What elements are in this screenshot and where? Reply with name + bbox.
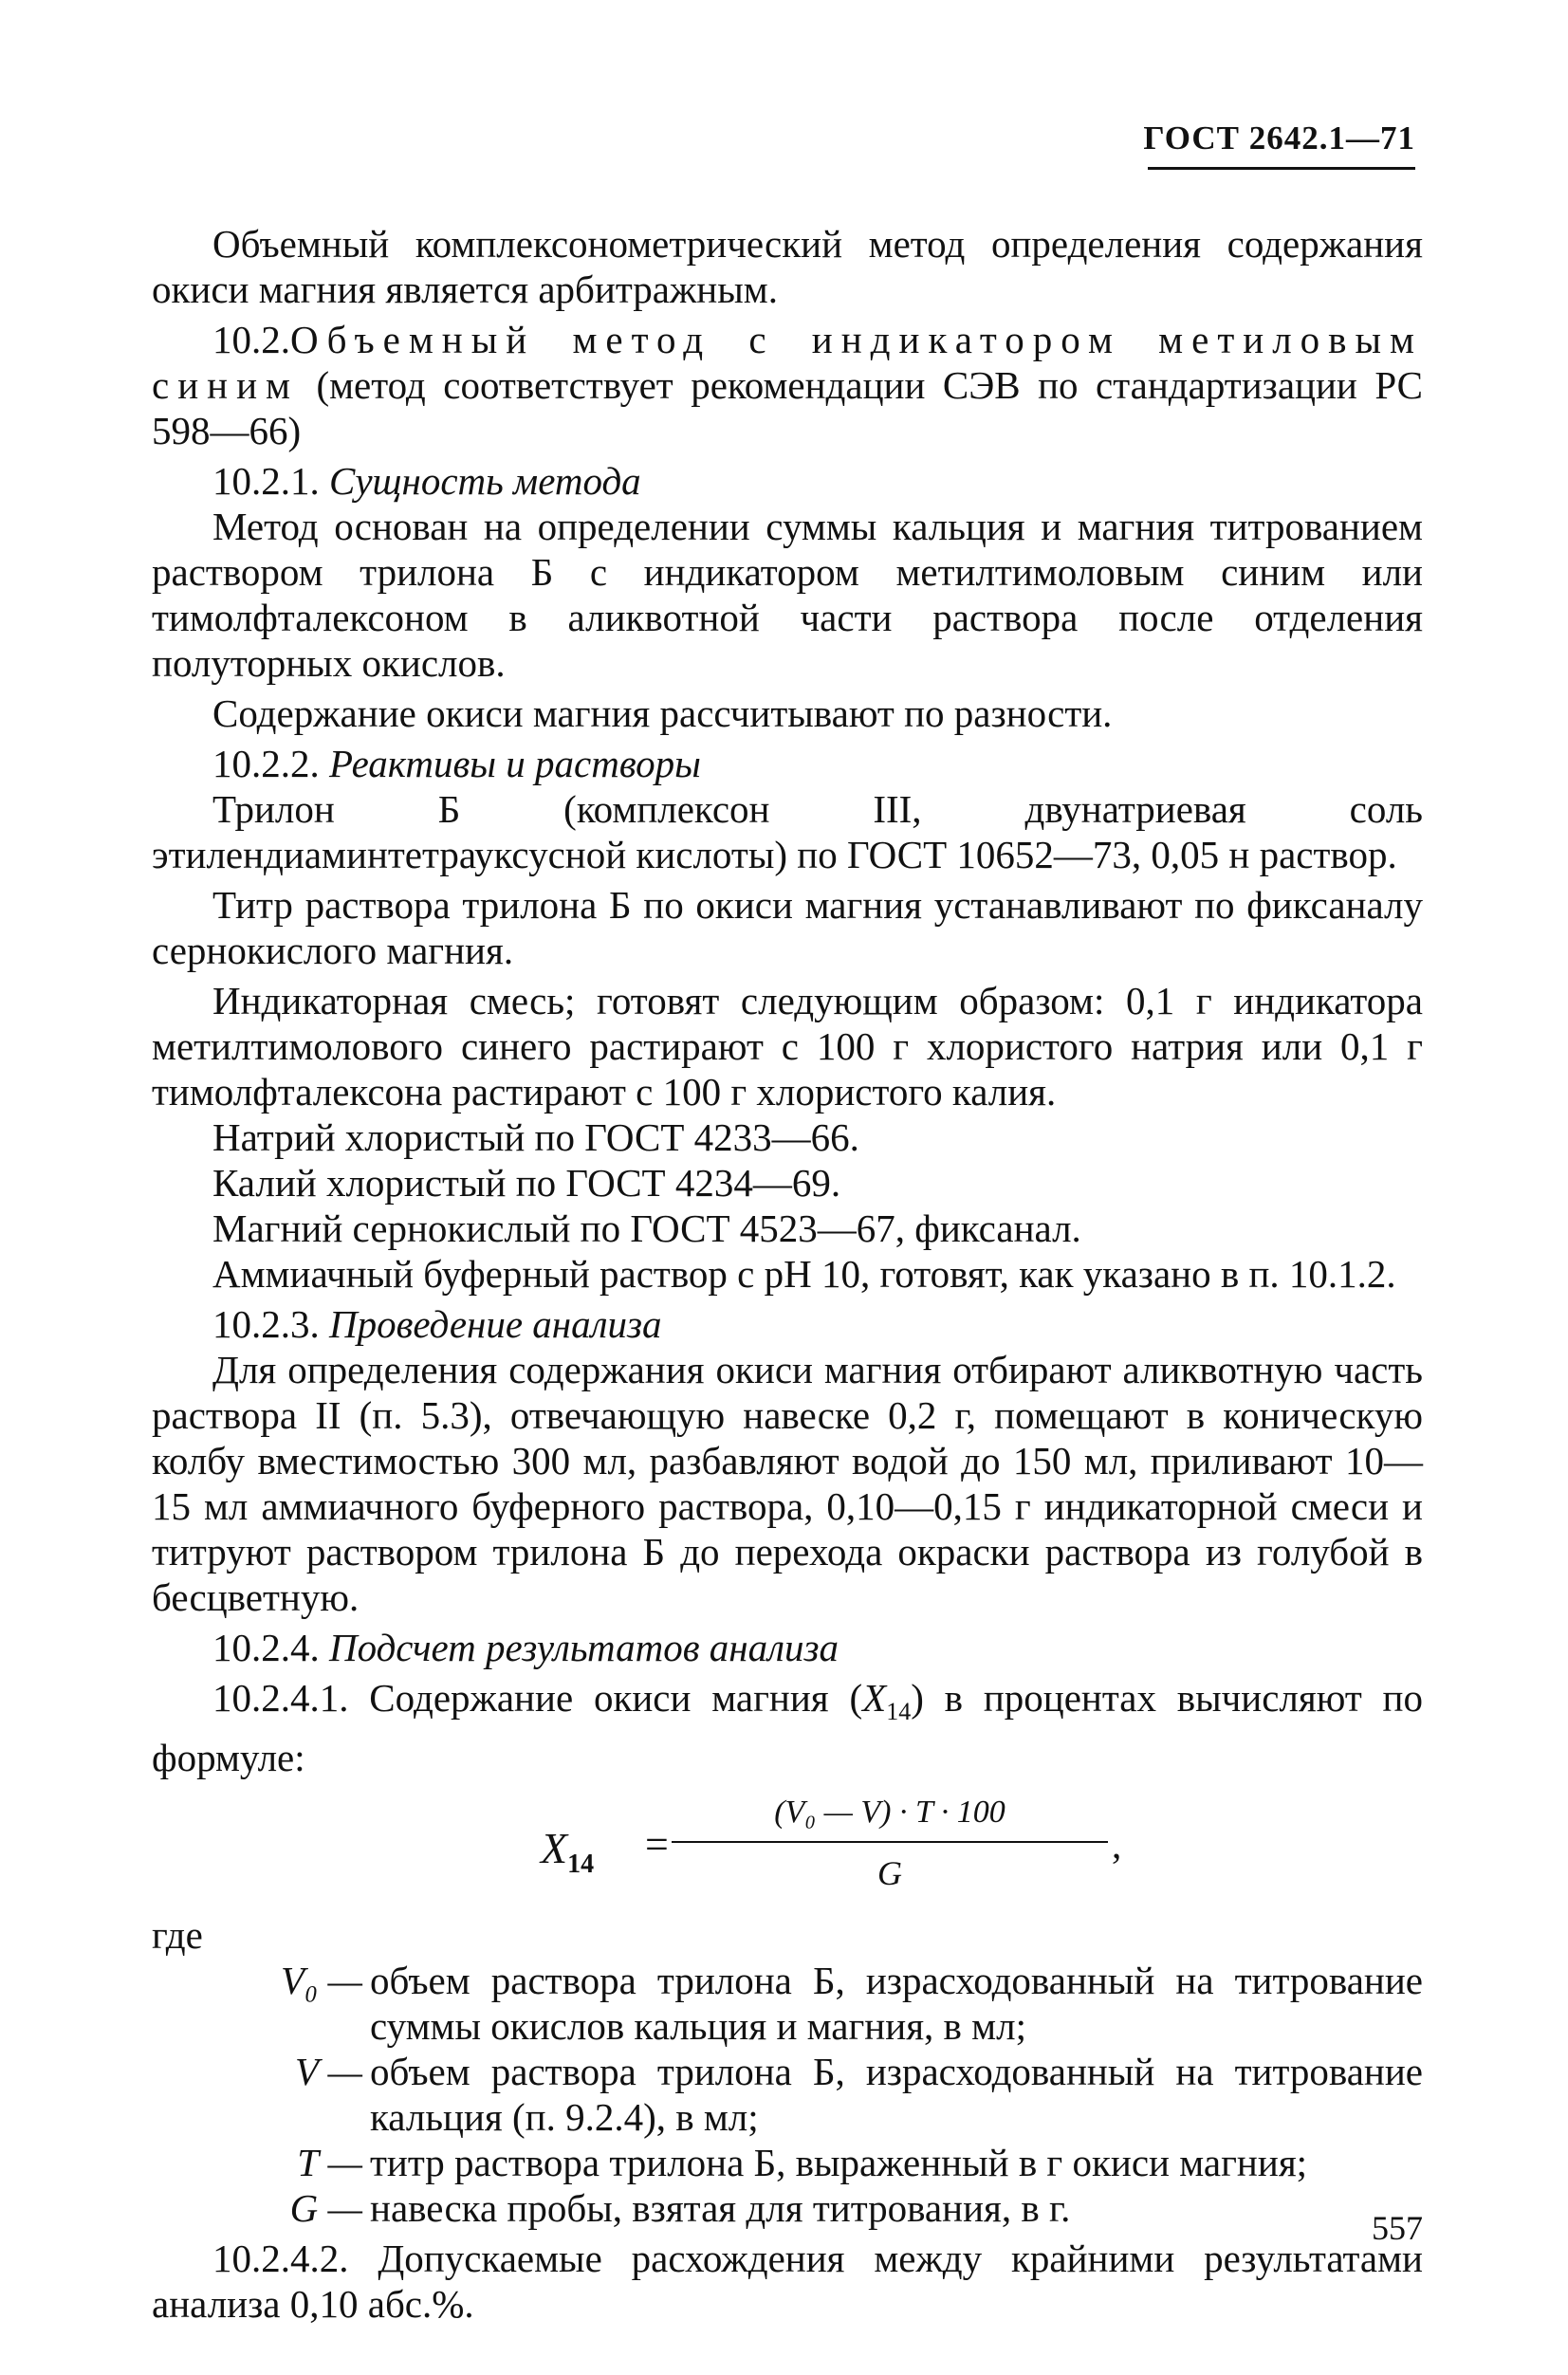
formula-denominator: G <box>877 1854 902 1893</box>
paragraph-titre: Титр раствора трилона Б по окиси магния устанавливают по фиксаналу сернокислого магния. <box>152 883 1423 972</box>
legend-item <box>152 2185 1423 2231</box>
paragraph-mgso4: Магний сернокислый по ГОСТ 4523—67, фиксанал. <box>212 1206 1081 1250</box>
heading-title: Проведение анализа <box>329 1302 662 1346</box>
section-number: 10.2. <box>212 318 290 361</box>
section-10-2 <box>152 317 1423 453</box>
legend-text: объем раствора трилона Б, израсходованный на титрование суммы окислов кальция и магния, в мл; <box>370 1959 1423 2049</box>
formula-numerator: (V₀ — V) · T · 100 <box>774 1795 1005 1831</box>
variable-legend <box>152 1958 1423 2231</box>
heading-10-2-4 <box>152 1625 1423 1670</box>
paragraph-indicator: Индикаторная смесь; готовят следующим образом: 0,1 г индикатора метилтимолового синего растирают с 100 г хлористого натрия или 0,1 г тимолфталексона растирают с 100 г хлористого калия. <box>152 979 1423 1114</box>
legend-item <box>152 1958 1423 2049</box>
paragraph-method: Метод основан на определении суммы кальция и магния титрованием раствором трилона Б с индикатором метилтимоловым синим или тимолфталексоном в аликвотной части раствора после отделения полуторных окислов. <box>152 505 1423 685</box>
section-note: (метод соответствует рекомендации СЭВ по стандартизации РС 598—66) <box>152 363 1423 452</box>
legend-symbol: V₀ — <box>280 1959 362 2003</box>
page-header <box>152 112 1423 169</box>
heading-number: 10.2.1. <box>212 459 329 503</box>
heading-number: 10.2.3. <box>212 1302 329 1346</box>
calc-symbol: X <box>862 1676 887 1720</box>
paragraph-intro: Объемный комплексонометрический метод определения содержания окиси магния является арбитражным. <box>152 222 1423 311</box>
paragraph-kcl: Калий хлористый по ГОСТ 4234—69. <box>212 1161 841 1205</box>
legend-text: навеска пробы, взятая для титрования, в г. <box>370 2186 1071 2231</box>
legend-item <box>152 2140 1423 2185</box>
header-rule <box>1148 167 1415 170</box>
formula-lhs-symbol: X <box>541 1824 568 1873</box>
formula-equals: = <box>645 1821 669 1869</box>
heading-title: Подсчет результатов анализа <box>329 1626 839 1669</box>
heading-10-2-3 <box>152 1301 1423 1347</box>
heading-number: 10.2.4. <box>212 1626 329 1669</box>
formula-comma: , <box>1112 1823 1122 1868</box>
paragraph-procedure: Для определения содержания окиси магния отбирают аликвотную часть раствора II (п. 5.3), отвечающую навеске 0,2 г, помещают в коническую колбу вместимостью 300 мл, разбавляют водой до 150 мл, приливают 10—15 мл аммиачного буферного раствора, 0,10—0,15 г индикаторной смеси и титруют раствором трилона Б до перехода окраски раствора из голубой в бесцветную. <box>152 1348 1423 1619</box>
paragraph-nacl: Натрий хлористый по ГОСТ 4233—66. <box>212 1115 859 1159</box>
paragraph-trilon: Трилон Б (комплексон III, двунатриевая соль этилендиаминтетрауксусной кислоты) по ГОСТ 10652—73, 0,05 н раствор. <box>152 787 1423 876</box>
paragraph-buffer: Аммиачный буферный раствор с рН 10, готовят, как указано в п. 10.1.2. <box>212 1252 1396 1296</box>
section-title: Объемный метод с индикатором метиловым синим <box>152 318 1423 407</box>
heading-10-2-1 <box>152 458 1423 504</box>
legend-text: объем раствора трилона Б, израсходованный на титрование кальция (п. 9.2.4), в мл; <box>370 2050 1423 2140</box>
paragraph-content: Содержание окиси магния рассчитывают по разности. <box>212 691 1113 735</box>
paragraph-calc <box>152 1675 1423 1780</box>
calc-text-end: ) в процентах вычисляют по формуле: <box>152 1676 1423 1780</box>
legend-symbol: T — <box>297 2141 362 2185</box>
document-body <box>152 221 1423 2327</box>
calc-symbol-sub: 14 <box>886 1698 912 1726</box>
legend-symbol: V — <box>294 2050 362 2094</box>
formula-lhs-subscript: 14 <box>567 1850 595 1880</box>
paragraph-tolerance: 10.2.4.2. Допускаемые расхождения между крайними результатами анализа 0,10 абс.%. <box>152 2237 1423 2327</box>
heading-title: Реактивы и растворы <box>329 742 701 785</box>
heading-number: 10.2.2. <box>212 742 329 785</box>
formula <box>152 1784 1423 1912</box>
calc-text-start: 10.2.4.1. Содержание окиси магния ( <box>212 1676 863 1720</box>
page-number: 557 <box>1372 2209 1423 2247</box>
legend-text: титр раствора трилона Б, выраженный в г окиси магния; <box>370 2141 1308 2185</box>
where-label: где <box>152 1913 203 1958</box>
heading-title: Сущность метода <box>329 459 641 503</box>
formula-lhs <box>541 1826 594 1887</box>
heading-10-2-2 <box>152 741 1423 786</box>
standard-number: ГОСТ 2642.1—71 <box>1143 120 1415 156</box>
formula-fraction-bar <box>672 1841 1108 1843</box>
legend-symbol: G — <box>289 2186 362 2231</box>
legend-item <box>152 2049 1423 2140</box>
